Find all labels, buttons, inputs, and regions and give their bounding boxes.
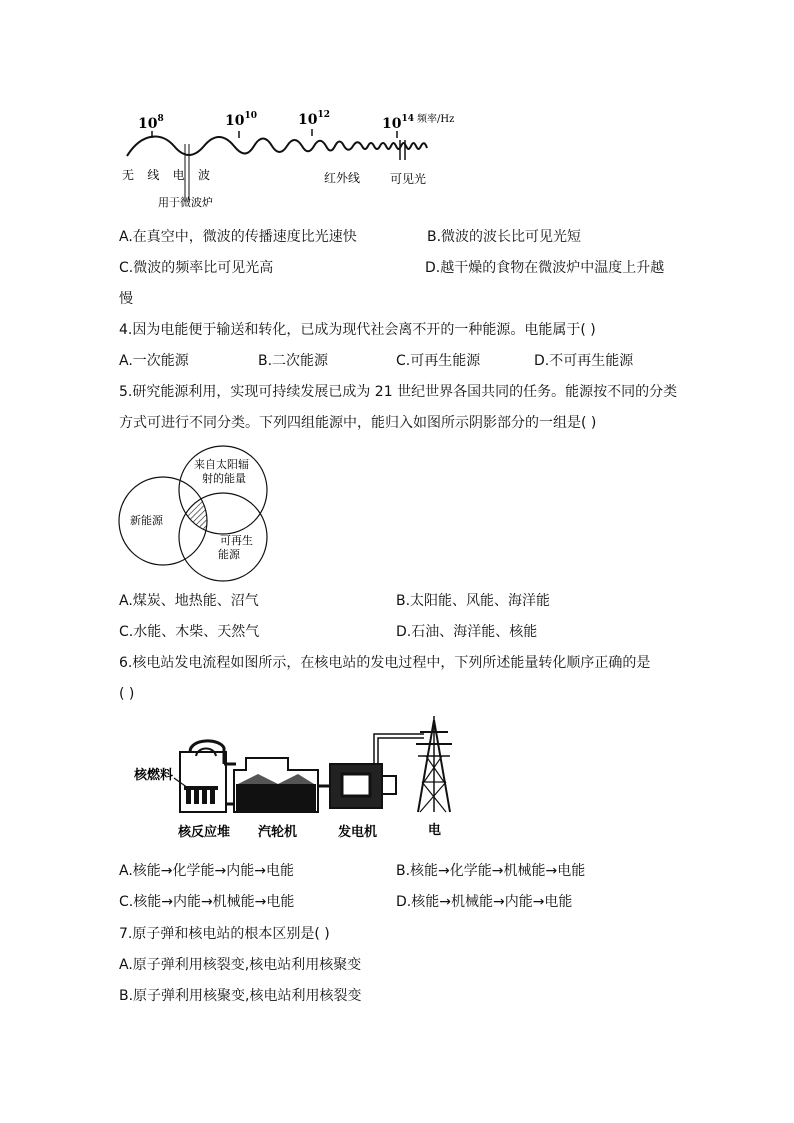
venn-new-energy-label: 新能源 [130, 514, 163, 527]
q4-option-c: C.可再生能源 [396, 353, 481, 369]
venn-solar-label-2: 射的能量 [202, 472, 246, 485]
q3-option-d-continuation: 慢 [119, 291, 133, 307]
q6-stem-line2: ( ) [119, 686, 135, 702]
q3-option-b: B.微波的波长比可见光短 [427, 229, 582, 245]
q4-option-d: D.不可再生能源 [534, 353, 634, 369]
radio-wave-label: 无 线 电 波 [122, 168, 210, 182]
q7-stem: 7.原子弹和核电站的根本区别是( ) [119, 926, 330, 942]
q3-option-c: C.微波的频率比可见光高 [119, 260, 274, 276]
venn-renewable-label-1: 可再生 [220, 534, 253, 547]
q5-option-d: D.石油、海洋能、核能 [396, 624, 538, 640]
q5-option-c: C.水能、木柴、天然气 [119, 624, 260, 640]
visible-light-label: 可见光 [390, 172, 427, 186]
tick-label-1e14: $10^{14}$ [382, 114, 415, 132]
fuel-label: 核燃料 [134, 768, 174, 783]
q6-option-b: B.核能→化学能→机械能→电能 [396, 863, 586, 879]
tick-label-1e12: $10^{12}$ [298, 110, 331, 128]
q5-option-b: B.太阳能、风能、海洋能 [396, 593, 551, 609]
reactor-icon [174, 741, 226, 812]
q5-stem-line1: 5.研究能源利用，实现可持续发展已成为 21 世纪世界各国共同的任务。能源按不同的分类 [119, 384, 678, 400]
q6-stem-line1: 6.核电站发电流程如图所示，在核电站的发电过程中，下列所述能量转化顺序正确的是 [119, 655, 651, 671]
q6-option-c: C.核能→内能→机械能→电能 [119, 894, 295, 910]
q6-option-d: D.核能→机械能→内能→电能 [396, 894, 573, 910]
tick-label-1e8: $10^8$ [138, 114, 164, 132]
em-spectrum-figure [112, 104, 472, 216]
generator-icon [318, 764, 396, 808]
frequency-unit-label: 频率/Hz [417, 114, 455, 125]
tick-label-1e10: $10^{10}$ [225, 111, 258, 129]
q4-stem: 4.因为电能便于输送和转化，已成为现代社会离不开的一种能源。电能属于( ) [119, 322, 596, 338]
q4-option-a: A.一次能源 [119, 353, 189, 369]
q7-option-a: A.原子弹利用核裂变,核电站利用核聚变 [119, 957, 362, 973]
electricity-label: 电 [428, 823, 442, 838]
q3-option-a: A.在真空中，微波的传播速度比光速快 [119, 229, 357, 245]
venn-renewable-label-2: 能源 [218, 548, 240, 561]
q7-option-b: B.原子弹利用核聚变,核电站利用核裂变 [119, 988, 362, 1004]
q4-option-b: B.二次能源 [258, 353, 329, 369]
reactor-label: 核反应堆 [178, 825, 231, 840]
generator-label: 发电机 [338, 825, 378, 840]
q5-option-a: A.煤炭、地热能、沼气 [119, 593, 259, 609]
venn-solar-label-1: 来自太阳辐 [194, 458, 249, 471]
infrared-label: 红外线 [324, 171, 361, 185]
microwave-oven-label: 用于微波炉 [158, 196, 213, 209]
turbine-icon [234, 758, 318, 812]
q5-stem-line2: 方式可进行不同分类。下列四组能源中，能归入如图所示阴影部分的一组是( ) [119, 415, 597, 431]
q3-option-d: D.越干燥的食物在微波炉中温度上升越 [425, 260, 665, 276]
energy-venn-diagram [118, 444, 278, 586]
q6-option-a: A.核能→化学能→内能→电能 [119, 863, 294, 879]
turbine-label: 汽轮机 [258, 825, 298, 840]
transmission-tower-icon [416, 716, 452, 812]
em-wave [127, 137, 427, 156]
nuclear-plant-figure [128, 712, 478, 846]
